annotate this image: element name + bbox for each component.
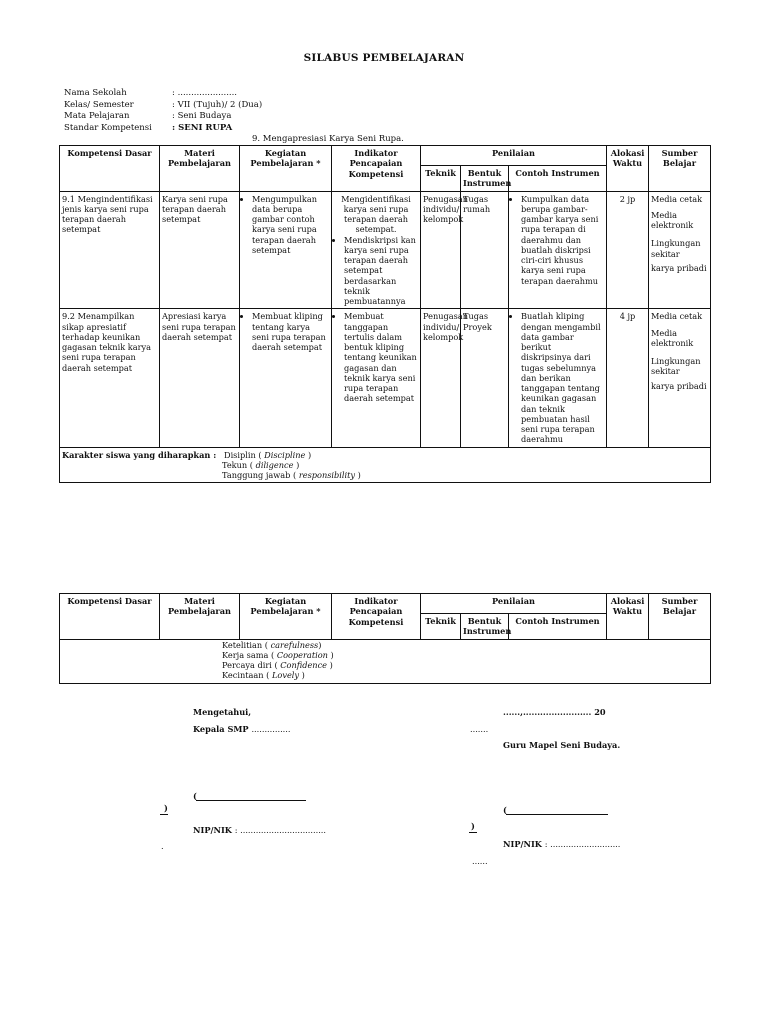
sumber-item: karya pribadi <box>651 380 707 391</box>
list-item: • Membuat tanggapan tertulis dalam bentuk kliping tentang keunikan gagasan dan teknik karya seni rupa terapan daerah setempat <box>344 311 418 403</box>
underline-left <box>160 814 168 815</box>
kegiatan-cell <box>240 309 332 447</box>
character-item: Kecintaan ( Lovely ) <box>222 670 305 681</box>
header-alokasi: Alokasi Waktu <box>607 594 649 640</box>
info-label: Kelas/ Semester <box>64 99 134 110</box>
paren-left-open: ( <box>193 791 197 801</box>
info-row <box>64 100 624 112</box>
character-item: Ketelitian ( carefulness) <box>222 639 322 650</box>
header-penilaian: Penilaian <box>421 146 607 166</box>
dots-mid: ....... <box>470 724 489 734</box>
character-label: Karakter siswa yang diharapkan : <box>62 449 217 460</box>
list-item: • Mendiskripsi kan karya seni rupa terapan daerah setempat berdasarkan teknik pembuatannya <box>344 235 418 307</box>
info-row <box>64 111 624 123</box>
alokasi-cell: 2 jp <box>607 191 649 309</box>
header-kegiatan: Kegiatan Pembelajaran * <box>240 594 332 640</box>
underline-right <box>469 832 477 833</box>
date-line: ......,........................ 20 <box>503 707 606 717</box>
character-item: Kerja sama ( Cooperation ) <box>222 649 334 660</box>
syllabus-table <box>59 145 711 483</box>
header-kd: Kompetensi Dasar <box>60 594 160 640</box>
table-row <box>60 191 711 309</box>
bentuk-cell: Tugas Proyek <box>461 309 509 447</box>
dot-left: . <box>161 841 164 851</box>
header-kegiatan: Kegiatan Pembelajaran * <box>240 146 332 192</box>
header-materi: Materi Pembelajaran <box>160 146 240 192</box>
info-value: : Seni Budaya <box>172 111 232 121</box>
header-sumber: Sumber Belajar <box>649 146 711 192</box>
list-item: • Membuat kliping tentang karya seni rupa terapan daerah setempat <box>252 311 329 352</box>
document-title: SILABUS PEMBELAJARAN <box>303 52 465 64</box>
list-item: • Mengumpulkan data berupa gambar contoh karya seni rupa terapan daerah setempat <box>252 194 329 256</box>
header-bentuk: Bentuk Instrumen <box>461 614 509 640</box>
paren-right-close: ) <box>471 821 475 831</box>
info-row <box>64 88 624 100</box>
sumber-item: Media elektronik <box>651 327 694 348</box>
dots-bottom: ...... <box>472 856 488 866</box>
header-sumber: Sumber Belajar <box>649 594 711 640</box>
character-item: Tanggung jawab ( responsibility ) <box>222 470 361 480</box>
character-item: Percaya diri ( Confidence ) <box>222 660 333 670</box>
teknik-cell: Penugasan individu/ kelompok <box>421 309 461 447</box>
signature-line-right <box>506 814 608 815</box>
header-penilaian: Penilaian <box>421 594 607 614</box>
signature-line-left <box>196 800 306 801</box>
character-item: Tekun ( diligence ) <box>222 459 300 470</box>
info-label: Standar Kompetensi <box>64 122 152 133</box>
list-item: • Buatlah kliping dengan mengambil data gambar berikut diskripsinya dari tugas sebelumnya dan berikan tanggapan tentang keunikan gagasan dan teknik pembuatan hasil seni rupa terapan daerahmu <box>521 311 604 444</box>
indikator-cell <box>332 191 421 309</box>
guru-label: Guru Mapel Seni Budaya. <box>503 740 621 750</box>
table-row <box>60 309 711 447</box>
info-label: Nama Sekolah <box>64 88 127 98</box>
sumber-item: karya pribadi <box>651 262 707 273</box>
alokasi-cell: 4 jp <box>607 309 649 447</box>
sumber-item: Media cetak <box>651 311 703 322</box>
header-teknik: Teknik <box>421 614 461 640</box>
contoh-cell <box>509 191 607 309</box>
kegiatan-cell <box>240 191 332 309</box>
materi-cell: Karya seni rupa terapan daerah setempat <box>160 191 240 309</box>
indikator-cell <box>332 309 421 447</box>
info-value: : SENI RUPA <box>172 122 233 133</box>
paren-right-open: ( <box>503 805 507 815</box>
indikator-text: Mengidentifikasi karya seni rupa terapan daerah setempat. <box>341 193 411 235</box>
header-bentuk: Bentuk Instrumen <box>461 166 509 192</box>
sumber-item: Media elektronik <box>651 209 694 230</box>
nip-left: NIP/NIK : ................................. <box>193 825 326 835</box>
character-row <box>60 639 711 683</box>
kd-cell: 9.1 Mengindentifikasi jenis karya seni rupa terapan daerah setempat <box>60 191 160 309</box>
info-value: : VII (Tujuh)/ 2 (Dua) <box>172 99 263 110</box>
standard-competency: 9. Mengapresiasi Karya Seni Rupa. <box>252 134 404 144</box>
character-item: Disiplin ( Discipline ) <box>224 449 312 460</box>
syllabus-table-continued <box>59 593 711 684</box>
info-label: Mata Pelajaran <box>64 111 130 121</box>
kepala-label: Kepala SMP ............... <box>193 724 291 734</box>
header-contoh: Contoh Instrumen <box>509 166 607 192</box>
school-info <box>64 88 624 146</box>
header-alokasi: Alokasi Waktu <box>607 146 649 192</box>
sumber-cell <box>649 309 711 447</box>
mengetahui-label: Mengetahui, <box>193 707 252 717</box>
paren-left-close: ) <box>164 803 168 813</box>
sumber-item: Lingkungan sekitar <box>651 356 701 377</box>
materi-cell: Apresiasi karya seni rupa terapan daerah setempat <box>160 309 240 447</box>
nip-right: NIP/NIK : ........................... <box>503 839 621 849</box>
character-row <box>60 447 711 483</box>
teknik-cell: Penugasan individu/ kelompok <box>421 191 461 309</box>
header-materi: Materi Pembelajaran <box>160 594 240 640</box>
kd-cell: 9.2 Menampilkan sikap apresiatif terhadap keunikan gagasan teknik karya seni rupa terapan daerah setempat <box>60 309 160 447</box>
sumber-cell <box>649 191 711 309</box>
sumber-item: Media cetak <box>651 193 703 204</box>
bentuk-cell: Tugas rumah <box>461 191 509 309</box>
info-value: : ...................... <box>172 88 238 98</box>
header-contoh: Contoh Instrumen <box>509 614 607 640</box>
contoh-cell <box>509 309 607 447</box>
header-indikator: Indikator Pencapaian Kompetensi <box>332 594 421 640</box>
header-indikator: Indikator Pencapaian Kompetensi <box>332 146 421 192</box>
list-item: • Kumpulkan data berupa gambar-gambar karya seni rupa terapan di daerahmu dan buatlah diskripsi ciri-ciri khusus karya seni rupa terapan daerahmu <box>521 194 604 286</box>
header-kd: Kompetensi Dasar <box>60 146 160 192</box>
header-teknik: Teknik <box>421 166 461 192</box>
info-row <box>64 123 624 135</box>
sumber-item: Lingkungan sekitar <box>651 238 701 259</box>
